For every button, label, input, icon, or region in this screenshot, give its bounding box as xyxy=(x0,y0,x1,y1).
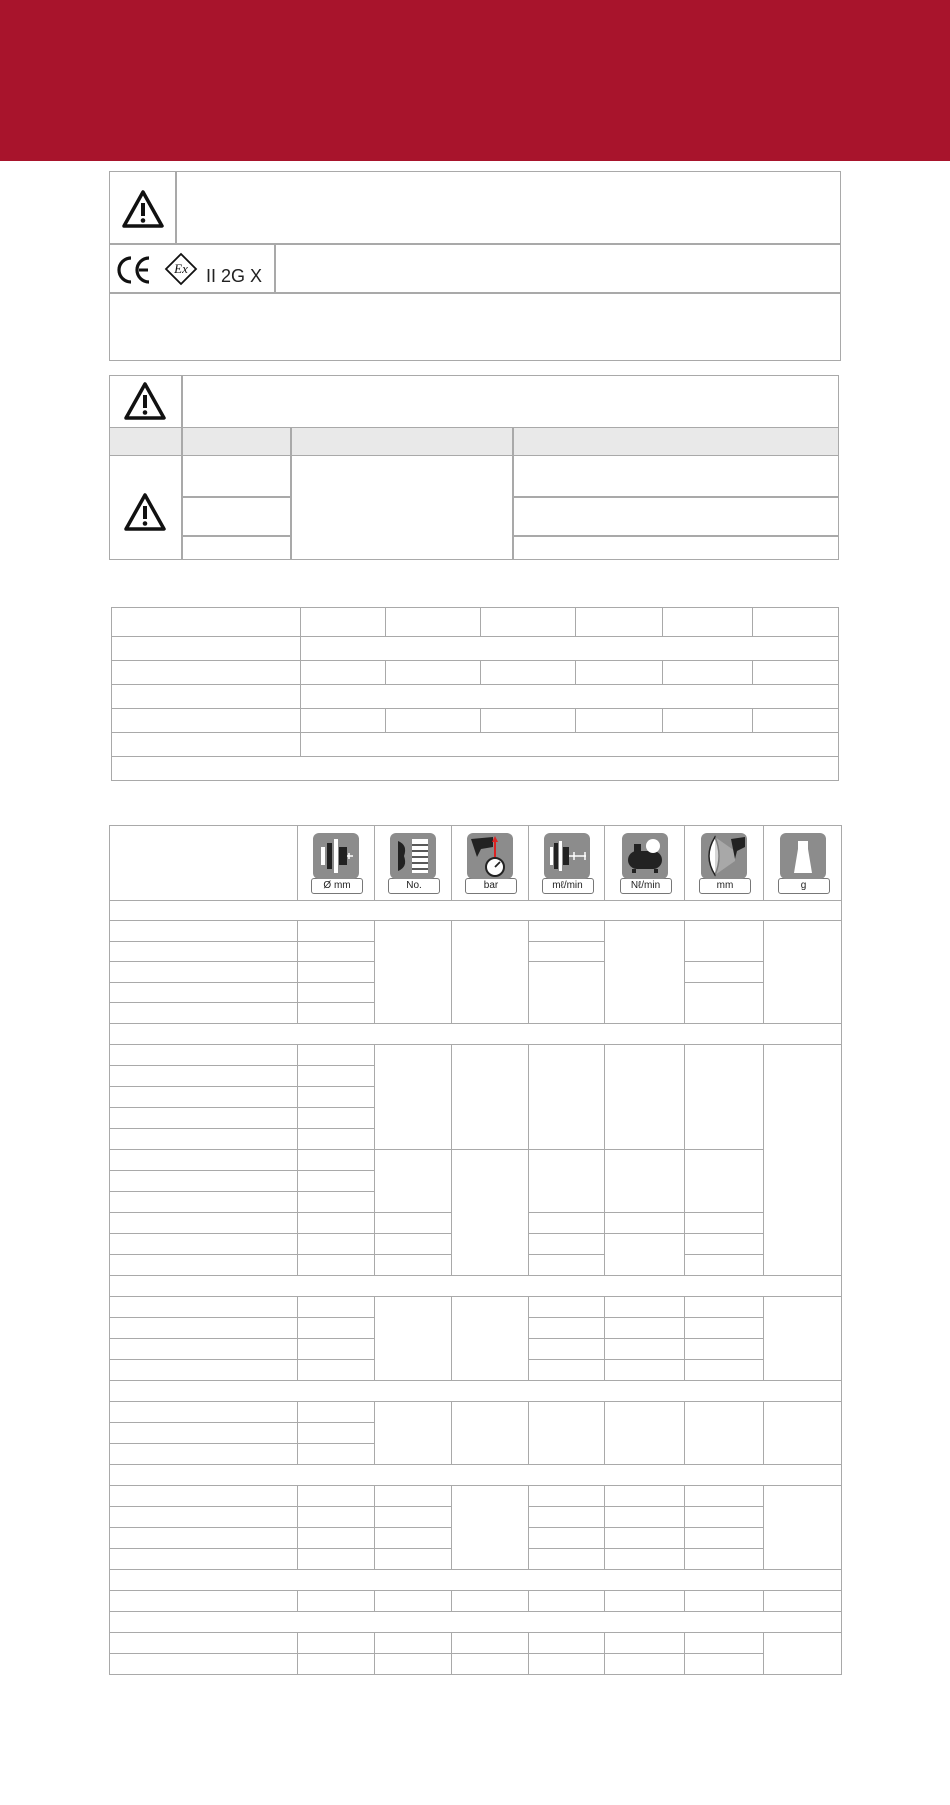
hazard-header-row xyxy=(110,427,838,456)
warning-icon xyxy=(121,189,165,229)
spec-header-air-consumption xyxy=(605,826,685,901)
compressor-icon xyxy=(622,833,668,879)
atex-class: II 2G X xyxy=(206,266,263,286)
technical-data-table xyxy=(111,607,839,781)
air-cap-icon xyxy=(390,833,436,879)
spray-pattern-unit: mm xyxy=(699,878,751,894)
air-cap-unit: No. xyxy=(388,878,440,894)
weight-icon xyxy=(780,833,826,879)
ex-mark-icon xyxy=(164,252,198,291)
air-consumption-unit: Nℓ/min xyxy=(620,878,672,894)
spec-header-weight xyxy=(764,826,842,901)
weight-unit: g xyxy=(778,878,830,894)
pressure-gauge-icon xyxy=(467,833,513,879)
pressure-unit: bar xyxy=(465,878,517,894)
specification-table xyxy=(109,825,842,1675)
warning-icon xyxy=(123,492,167,532)
nozzle-diameter-unit: Ø mm xyxy=(311,878,363,894)
spec-header-fluid-flow xyxy=(529,826,605,901)
spec-header-label xyxy=(110,826,298,901)
fluid-flow-unit: mℓ/min xyxy=(542,878,594,894)
svg-text:Ex: Ex xyxy=(174,261,188,276)
spec-header-aircap xyxy=(375,826,452,901)
spec-header-nozzle xyxy=(298,826,375,901)
header-banner xyxy=(0,0,950,161)
hazard-table xyxy=(109,375,839,560)
spec-header-pattern xyxy=(685,826,764,901)
nozzle-diameter-icon xyxy=(313,833,359,879)
spec-header-pressure xyxy=(452,826,529,901)
warning-icon xyxy=(123,381,167,421)
fluid-flow-icon xyxy=(544,833,590,879)
spray-pattern-icon xyxy=(701,833,747,879)
ce-mark-icon xyxy=(115,255,153,290)
